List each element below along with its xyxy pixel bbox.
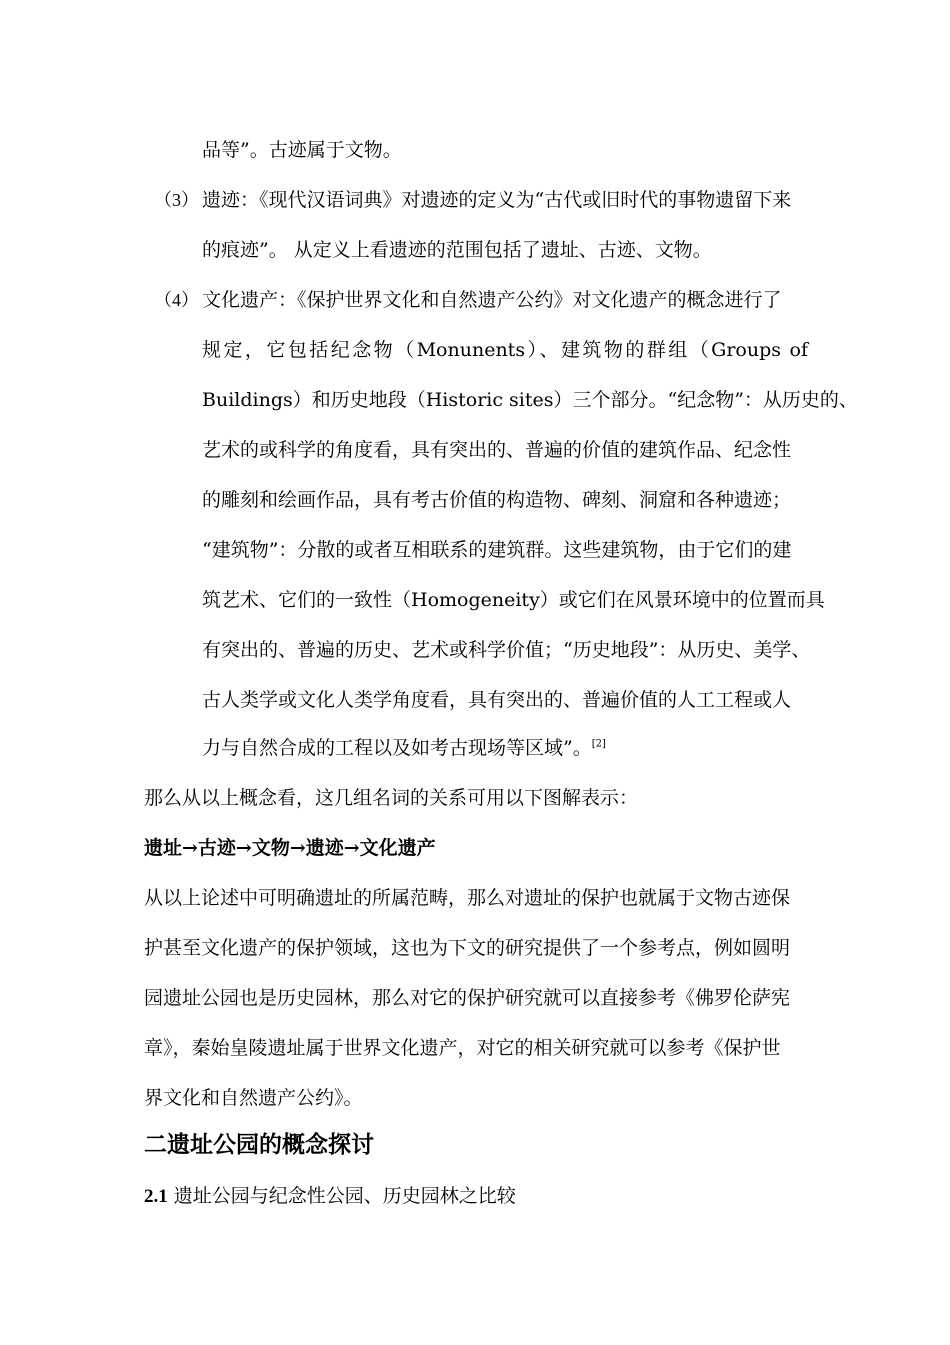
item4-line-4: 艺术的或科学的角度看，具有突出的、普遍的价值的建筑作品、纪念性	[202, 439, 792, 461]
item4-line-9: 古人类学或文化人类学角度看，具有突出的、普遍价值的人工工程或人	[202, 689, 792, 711]
item4-line-1: 文化遗产：《保护世界文化和自然遗产公约》对文化遗产的概念进行了	[202, 289, 782, 311]
item4-line-3: Buildings）和历史地段（Historic sites）三个部分。“纪念物”：从历史的、	[202, 389, 858, 411]
section-heading: 二遗址公园的概念探讨	[144, 1132, 374, 1158]
conclusion-line-4: 章》，秦始皇陵遗址属于世界文化遗产，对它的相关研究就可以参考《保护世	[144, 1037, 781, 1059]
intro-line: 那么从以上概念看，这几组名词的关系可用以下图解表示：	[144, 787, 639, 809]
item4-line-10-text: 力与自然合成的工程以及如考古现场等区域”。	[202, 737, 592, 759]
item4-line-6: “建筑物”：分散的或者互相联系的建筑群。这些建筑物，由于它们的建	[202, 539, 792, 561]
item4-line-2: 规定，它包括纪念物（Monunents）、建筑物的群组（Groups of	[202, 339, 808, 361]
item3-line-2: 的痕迹”。 从定义上看遗迹的范围包括了遗址、古迹、文物。	[202, 239, 712, 261]
relation-chain: 遗址→古迹→文物→遗迹→文化遗产	[144, 837, 436, 859]
conclusion-line-1: 从以上论述中可明确遗址的所属范畴，那么对遗址的保护也就属于文物古迹保	[144, 887, 791, 909]
item4-line-8: 有突出的、普遍的历史、艺术或科学价值；“历史地段”：从历史、美学、	[202, 639, 811, 661]
conclusion-line-2: 护甚至文化遗产的保护领域，这也为下文的研究提供了一个参考点，例如圆明	[144, 937, 791, 959]
item3-line-1: 遗迹：《现代汉语词典》对遗迹的定义为“古代或旧时代的事物遗留下来	[202, 189, 792, 211]
item4-line-10	[202, 735, 606, 761]
item4-marker: （4）	[154, 290, 199, 310]
subsection-title: 遗址公园与纪念性公园、历史园林之比较	[167, 1185, 516, 1207]
item3-marker: （3）	[154, 190, 199, 210]
subsection-heading	[144, 1183, 516, 1210]
subsection-number: 2.1	[144, 1186, 168, 1207]
item2-tail-line: 品等”。古迹属于文物。	[202, 139, 402, 161]
conclusion-line-5: 界文化和自然遗产公约》。	[144, 1087, 363, 1109]
citation-marker: [2]	[591, 738, 606, 750]
item4-line-7: 筑艺术、它们的一致性（Homogeneity）或它们在风景环境中的位置而具	[202, 589, 825, 611]
item4-line-5: 的雕刻和绘画作品，具有考古价值的构造物、碑刻、洞窟和各种遗迹；	[202, 489, 792, 511]
conclusion-line-3: 园遗址公园也是历史园林，那么对它的保护研究就可以直接参考《佛罗伦萨宪	[144, 987, 791, 1009]
